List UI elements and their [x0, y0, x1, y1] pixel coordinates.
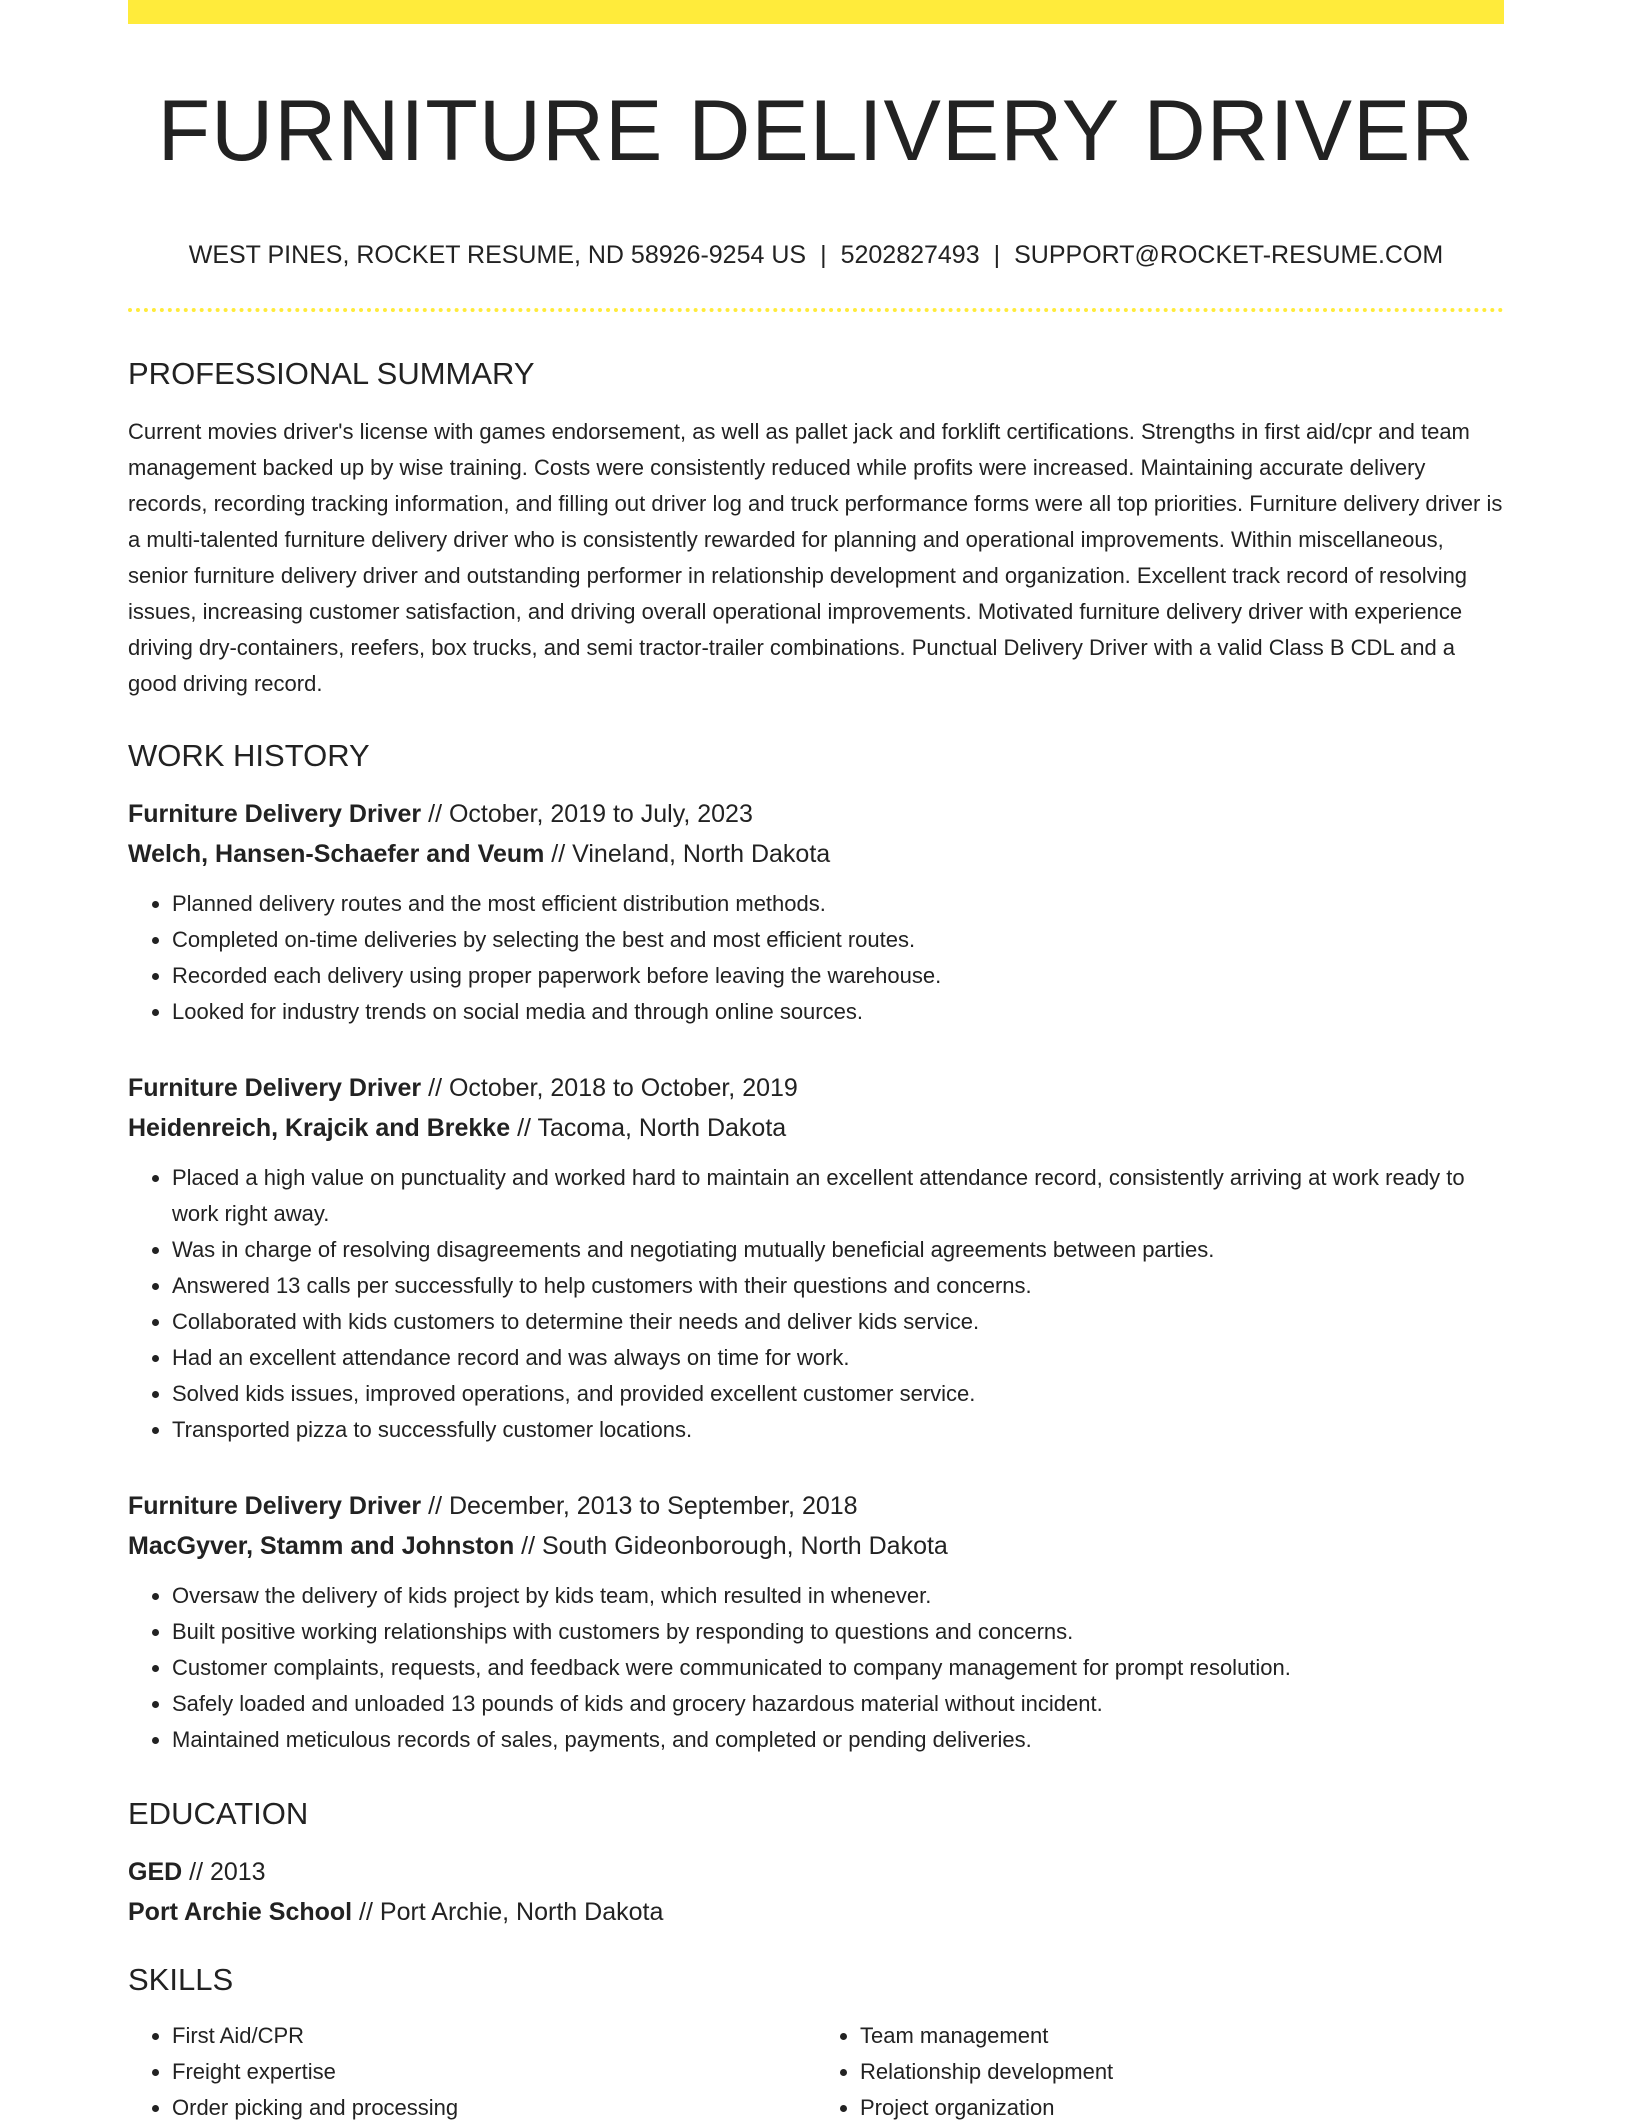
- skill-item: • Project organization: [860, 2090, 1504, 2126]
- job-bullet: • Oversaw the delivery of kids project by kids team, which resulted in whenever.: [172, 1578, 1504, 1614]
- contact-phone[interactable]: 5202827493: [840, 240, 980, 269]
- skill-item: • Team management: [860, 2018, 1504, 2054]
- work-history-heading: WORK HISTORY: [128, 737, 370, 773]
- job-company: Heidenreich, Krajcik and Brekke: [128, 1113, 511, 1142]
- job-location: // Tacoma, North Dakota: [510, 1113, 787, 1142]
- job-bullet: • Maintained meticulous records of sales, payments, and completed or pending deliveries.: [172, 1722, 1504, 1758]
- job-bullet: • Transported pizza to successfully customer locations.: [172, 1412, 1504, 1448]
- job-bullet: • Was in charge of resolving disagreements and negotiating mutually beneficial agreements between parties.: [172, 1232, 1504, 1268]
- job-bullets: [128, 1578, 1504, 1758]
- education-location: // Port Archie, North Dakota: [352, 1897, 664, 1926]
- job-bullet: • Built positive working relationships with customers by responding to questions and concerns.: [172, 1614, 1504, 1650]
- job-bullet: • Completed on-time deliveries by selecting the best and most efficient routes.: [172, 922, 1504, 958]
- job-bullets: [128, 1160, 1504, 1448]
- job-entry: [128, 1486, 1504, 1758]
- job-bullet: • Had an excellent attendance record and was always on time for work.: [172, 1340, 1504, 1376]
- job-entry: [128, 1068, 1504, 1448]
- job-company-line: [128, 1108, 1504, 1148]
- job-company: Welch, Hansen-Schaefer and Veum: [128, 839, 545, 868]
- job-bullet: • Customer complaints, requests, and feedback were communicated to company management for prompt resolution.: [172, 1650, 1504, 1686]
- skill-item: • Order picking and processing: [172, 2090, 816, 2126]
- contact-email[interactable]: SUPPORT@ROCKET-RESUME.COM: [1014, 240, 1444, 269]
- job-title-line: [128, 1068, 1504, 1108]
- skill-item: • First Aid/CPR: [172, 2018, 816, 2054]
- job-title-line: [128, 794, 1504, 834]
- job-title-line: [128, 1486, 1504, 1526]
- job-bullet: • Safely loaded and unloaded 13 pounds of kids and grocery hazardous material without incident.: [172, 1686, 1504, 1722]
- job-bullet: • Placed a high value on punctuality and worked hard to maintain an excellent attendance record, consistently arriving at work ready to work right away.: [172, 1160, 1504, 1232]
- summary-text: Current movies driver's license with games endorsement, as well as pallet jack and forklift certifications. Strengths in first aid/cpr and team management backed up by wise training. Costs were consistently reduced while profits were increased. Maintaining accurate delivery records, recording tracking information, and filling out driver log and truck performance forms were all top priorities. Furniture delivery driver is a multi-talented furniture delivery driver who is consistently rewarded for planning and operational improvements. Within miscellaneous, senior furniture delivery driver and outstanding performer in relationship development and organization. Excellent track record of resolving issues, increasing customer satisfaction, and driving overall operational improvements. Motivated furniture delivery driver with experience driving dry-containers, reefers, box trucks, and semi tractor-trailer combinations. Punctual Delivery Driver with a valid Class B CDL and a good driving record.: [128, 418, 1503, 696]
- skills-list-right: [816, 2018, 1504, 2126]
- job-location: // South Gideonborough, North Dakota: [514, 1531, 948, 1560]
- education-degree: GED: [128, 1857, 183, 1886]
- skills-heading: SKILLS: [128, 1961, 234, 1997]
- job-bullet: • Collaborated with kids customers to determine their needs and deliver kids service.: [172, 1304, 1504, 1340]
- education-entry: [128, 1852, 1504, 1932]
- contact-address: WEST PINES, ROCKET RESUME, ND 58926-9254 US: [188, 240, 807, 269]
- contact-separator: |: [820, 240, 827, 269]
- top-accent-bar: [128, 0, 1504, 24]
- job-bullet: • Solved kids issues, improved operations, and provided excellent customer service.: [172, 1376, 1504, 1412]
- dotted-divider: [128, 308, 1504, 312]
- education-school: Port Archie School: [128, 1897, 353, 1926]
- resume-title: FURNITURE DELIVERY DRIVER: [157, 83, 1475, 179]
- job-dates: // October, 2018 to October, 2019: [421, 1073, 798, 1102]
- job-bullet: • Answered 13 calls per successfully to help customers with their questions and concerns.: [172, 1268, 1504, 1304]
- job-company-line: [128, 834, 1504, 874]
- job-location: // Vineland, North Dakota: [544, 839, 831, 868]
- job-dates: // December, 2013 to September, 2018: [421, 1491, 858, 1520]
- education-year: // 2013: [182, 1857, 266, 1886]
- education-school-line: [128, 1892, 1504, 1932]
- job-bullets: [128, 886, 1504, 1030]
- job-title: Furniture Delivery Driver: [128, 1491, 422, 1520]
- skill-item: • Freight expertise: [172, 2054, 816, 2090]
- resume-page: [128, 0, 1504, 2126]
- summary-heading: PROFESSIONAL SUMMARY: [128, 355, 535, 391]
- education-degree-line: [128, 1852, 1504, 1892]
- job-bullet: • Recorded each delivery using proper paperwork before leaving the warehouse.: [172, 958, 1504, 994]
- contact-separator: |: [993, 240, 1001, 269]
- skill-item: • Relationship development: [860, 2054, 1504, 2090]
- contact-line: [128, 241, 1504, 270]
- job-title: Furniture Delivery Driver: [128, 799, 422, 828]
- job-dates: // October, 2019 to July, 2023: [421, 799, 753, 828]
- job-entry: [128, 794, 1504, 1030]
- job-bullet: • Planned delivery routes and the most efficient distribution methods.: [172, 886, 1504, 922]
- job-company: MacGyver, Stamm and Johnston: [128, 1531, 515, 1560]
- skills-columns: [128, 2018, 1504, 2126]
- job-bullet: • Looked for industry trends on social media and through online sources.: [172, 994, 1504, 1030]
- education-heading: EDUCATION: [128, 1795, 309, 1831]
- skills-list-left: [128, 2018, 816, 2126]
- job-company-line: [128, 1526, 1504, 1566]
- job-title: Furniture Delivery Driver: [128, 1073, 422, 1102]
